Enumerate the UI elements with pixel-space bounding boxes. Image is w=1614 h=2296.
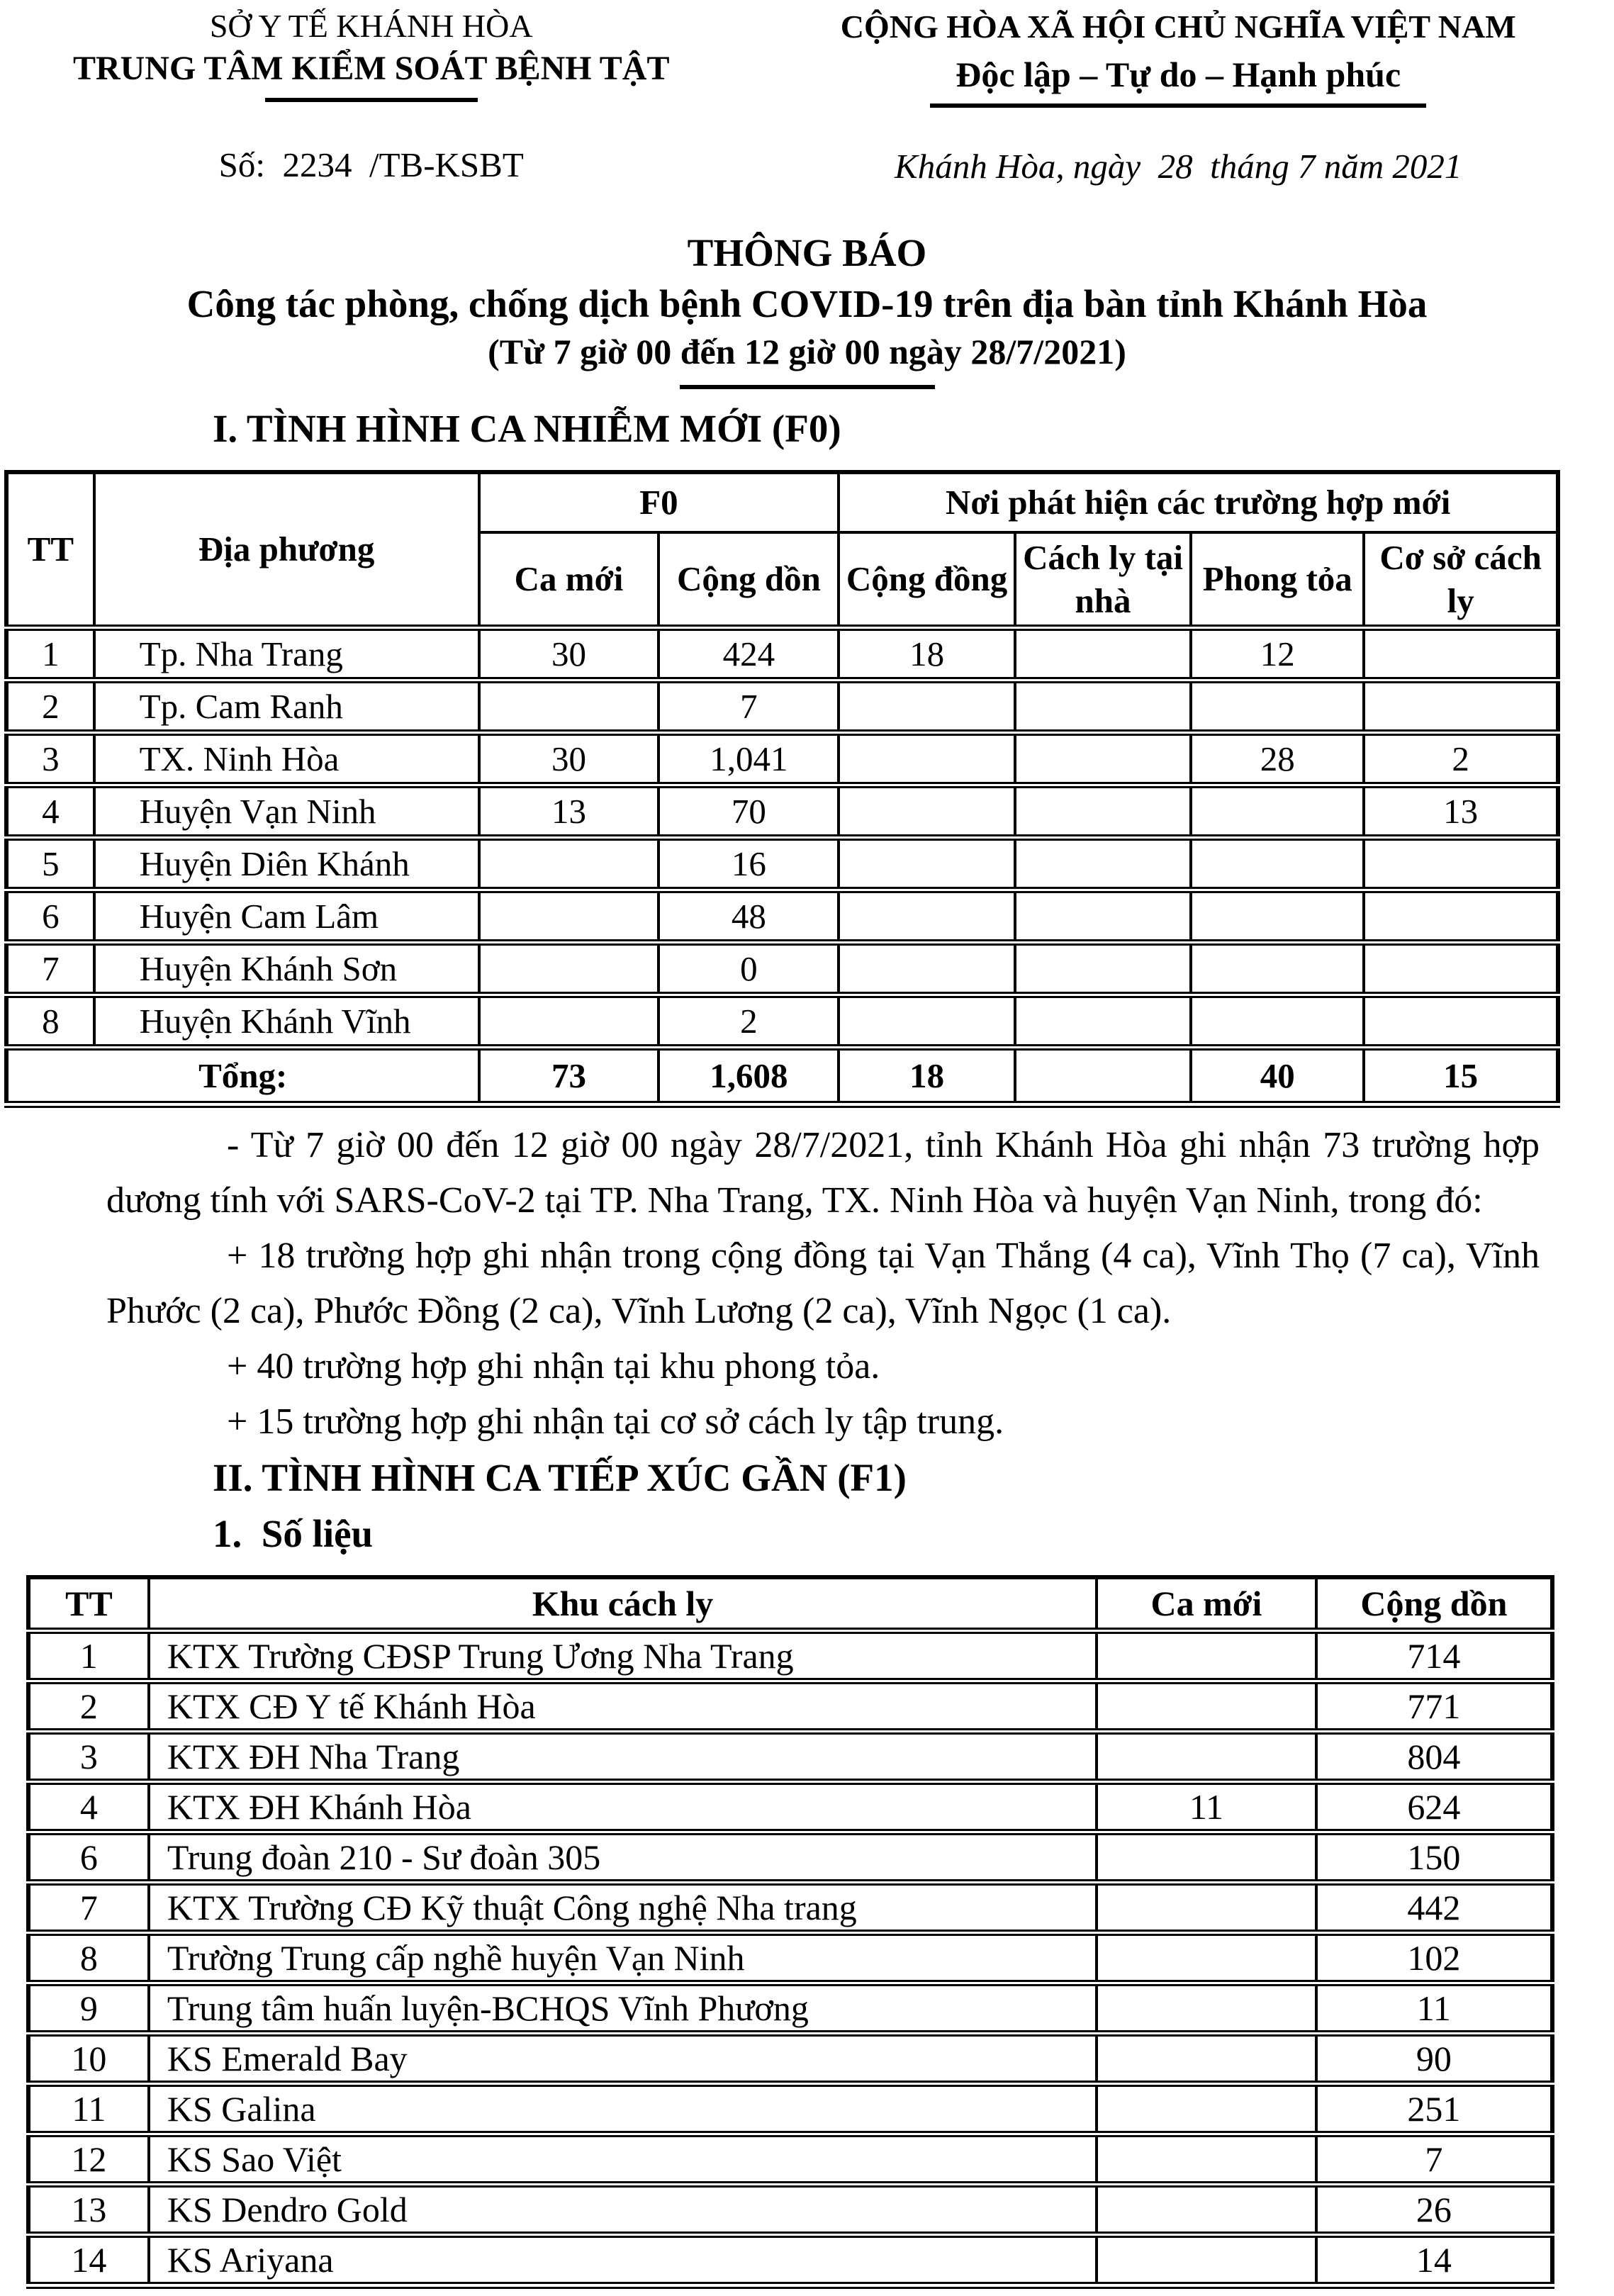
col-header-f0: F0	[479, 472, 839, 532]
cell-zone: KS Sao Việt	[149, 2134, 1097, 2185]
cell-new-cases	[1097, 1883, 1316, 1933]
cell-cumulative: 771	[1316, 1681, 1552, 1732]
cell-cumulative: 0	[659, 943, 839, 995]
col-header-tt: TT	[6, 472, 94, 628]
cell-cumulative: 624	[1316, 1782, 1552, 1832]
f0-table	[4, 470, 1560, 1108]
cell-facility	[1364, 838, 1558, 890]
col-header-tt: TT	[28, 1577, 149, 1631]
cell-new-cases	[1097, 1933, 1316, 1983]
document-subtitle: Công tác phòng, chống dịch bệnh COVID-19 trên địa bàn tỉnh Khánh Hòa	[186, 281, 1428, 325]
cell-cumulative: 11	[1316, 1983, 1552, 2034]
cell-cumulative: 48	[659, 890, 839, 943]
table-row	[28, 1732, 1552, 1782]
cell-lockdown	[1191, 681, 1364, 733]
cell-area: Huyện Vạn Ninh	[94, 785, 479, 838]
paragraph-overview: - Từ 7 giờ 00 đến 12 giờ 00 ngày 28/7/2021, tỉnh Khánh Hòa ghi nhận 73 trường hợp dương tính với SARS-CoV-2 tại TP. Nha Trang, TX. Ninh Hòa và huyện Vạn Ninh, trong đó:	[106, 1124, 1540, 1221]
document-header	[0, 6, 1614, 186]
cell-new-cases	[479, 995, 659, 1048]
cell-new-cases: 11	[1097, 1782, 1316, 1832]
cell-facility	[1364, 890, 1558, 943]
table-row	[28, 1933, 1552, 1983]
cell-tt: 4	[28, 1782, 149, 1832]
cell-new-cases: 13	[479, 785, 659, 838]
cell-new-cases	[1097, 1631, 1316, 1681]
cell-area: Huyện Khánh Sơn	[94, 943, 479, 995]
issuing-agency-block	[0, 6, 742, 186]
col-header-home-quarantine: Cách ly tại nhà	[1015, 532, 1191, 628]
paragraph-community-cases: + 18 trường hợp ghi nhận trong cộng đồng tại Vạn Thắng (4 ca), Vĩnh Thọ (7 ca), Vĩnh Phước (2 ca), Phước Đồng (2 ca), Vĩnh Lương (2 ca), Vĩnh Ngọc (1 ca).	[106, 1235, 1540, 1331]
cell-tt: 8	[28, 1933, 149, 1983]
cell-new-cases	[1097, 1681, 1316, 1732]
cell-new-cases	[1097, 2034, 1316, 2084]
cell-home-quarantine	[1015, 995, 1191, 1048]
cell-lockdown: 28	[1191, 733, 1364, 785]
cell-cumulative: 26	[1316, 2185, 1552, 2235]
table-row	[28, 2134, 1552, 2185]
cell-new-cases: 30	[479, 628, 659, 681]
section1-heading: I. TÌNH HÌNH CA NHIỄM MỚI (F0)	[213, 407, 841, 451]
col-header-lockdown: Phong tỏa	[1191, 532, 1364, 628]
cell-zone: Trung đoàn 210 - Sư đoàn 305	[149, 1832, 1097, 1883]
table-row	[28, 2235, 1552, 2285]
total-facility: 15	[1364, 1048, 1558, 1104]
cell-area: Huyện Khánh Vĩnh	[94, 995, 479, 1048]
cell-cumulative: 70	[659, 785, 839, 838]
table-row	[6, 628, 1558, 681]
cell-facility: 2	[1364, 733, 1558, 785]
cell-new-cases	[479, 681, 659, 733]
cell-tt: 6	[28, 1832, 149, 1883]
f1-table	[26, 1575, 1554, 2289]
cell-community	[839, 681, 1014, 733]
cell-tt: 6	[6, 890, 94, 943]
cell-zone: KTX CĐ Y tế Khánh Hòa	[149, 1681, 1097, 1732]
cell-tt: 4	[6, 785, 94, 838]
cell-zone: KS Emerald Bay	[149, 2034, 1097, 2084]
cell-home-quarantine	[1015, 628, 1191, 681]
total-label: Tổng:	[6, 1048, 479, 1104]
cell-cumulative: 14	[1316, 2235, 1552, 2285]
cell-cumulative: 251	[1316, 2084, 1552, 2134]
document-title: THÔNG BÁO	[687, 231, 927, 275]
col-header-zone: Khu cách ly	[149, 1577, 1097, 1631]
table-row	[6, 995, 1558, 1048]
cell-lockdown	[1191, 943, 1364, 995]
agency-parent-name: SỞ Y TẾ KHÁNH HÒA	[209, 8, 533, 44]
cell-tt: 14	[28, 2235, 149, 2285]
cell-area: Tp. Nha Trang	[94, 628, 479, 681]
paragraph-facility-cases: + 15 trường hợp ghi nhận tại cơ sở cách ly tập trung.	[227, 1401, 1004, 1442]
cell-zone: KTX ĐH Nha Trang	[149, 1732, 1097, 1782]
cell-tt: 9	[28, 1983, 149, 2034]
cell-new-cases	[1097, 2084, 1316, 2134]
cell-lockdown	[1191, 890, 1364, 943]
section2-subheading: 1. Số liệu	[213, 1512, 374, 1556]
paragraph-lockdown-cases: + 40 trường hợp ghi nhận tại khu phong tỏa.	[227, 1345, 880, 1387]
col-header-cumulative: Cộng dồn	[659, 532, 839, 628]
cell-new-cases	[1097, 1732, 1316, 1782]
cell-tt: 5	[6, 838, 94, 890]
cell-zone: KTX Trường CĐSP Trung Ương Nha Trang	[149, 1631, 1097, 1681]
cell-home-quarantine	[1015, 943, 1191, 995]
cell-cumulative: 442	[1316, 1883, 1552, 1933]
cell-tt: 10	[28, 2034, 149, 2084]
table-row	[6, 890, 1558, 943]
summary-paragraphs	[106, 1118, 1540, 1450]
cell-zone: Trung tâm huấn luyện-BCHQS Vĩnh Phương	[149, 1983, 1097, 2034]
cell-zone: KS Dendro Gold	[149, 2185, 1097, 2235]
cell-facility	[1364, 995, 1558, 1048]
col-header-new-cases: Ca mới	[479, 532, 659, 628]
cell-new-cases	[1097, 2235, 1316, 2285]
cell-area: TX. Ninh Hòa	[94, 733, 479, 785]
cell-new-cases	[479, 838, 659, 890]
col-header-facility: Cơ sở cách ly	[1364, 532, 1558, 628]
f0-table-header-row1	[6, 472, 1558, 532]
national-motto-block	[742, 6, 1614, 186]
cell-home-quarantine	[1015, 890, 1191, 943]
cell-cumulative: 90	[1316, 2034, 1552, 2084]
document-time-range: (Từ 7 giờ 00 đến 12 giờ 00 ngày 28/7/2021)	[488, 332, 1126, 372]
cell-lockdown: 12	[1191, 628, 1364, 681]
cell-home-quarantine	[1015, 785, 1191, 838]
total-cumulative: 1,608	[659, 1048, 839, 1104]
table-row	[28, 1631, 1552, 1681]
cell-home-quarantine	[1015, 681, 1191, 733]
national-title: CỘNG HÒA XÃ HỘI CHỦ NGHĨA VIỆT NAM	[840, 9, 1516, 45]
cell-lockdown	[1191, 995, 1364, 1048]
cell-zone: KS Ariyana	[149, 2235, 1097, 2285]
agency-underline	[265, 98, 478, 102]
cell-tt: 1	[28, 1631, 149, 1681]
cell-community	[839, 943, 1014, 995]
total-lockdown: 40	[1191, 1048, 1364, 1104]
cell-tt: 7	[28, 1883, 149, 1933]
table-row	[28, 2034, 1552, 2084]
cell-tt: 7	[6, 943, 94, 995]
cell-zone: KS Galina	[149, 2084, 1097, 2134]
cell-tt: 8	[6, 995, 94, 1048]
table-row	[6, 785, 1558, 838]
cell-cumulative: 102	[1316, 1933, 1552, 1983]
table-row	[6, 733, 1558, 785]
national-motto: Độc lập – Tự do – Hạnh phúc	[955, 54, 1401, 94]
cell-zone: KTX ĐH Khánh Hòa	[149, 1782, 1097, 1832]
cell-area: Huyện Diên Khánh	[94, 838, 479, 890]
cell-facility	[1364, 681, 1558, 733]
cell-zone: KTX Trường CĐ Kỹ thuật Công nghệ Nha trang	[149, 1883, 1097, 1933]
place-date-line: Khánh Hòa, ngày 28 tháng 7 năm 2021	[895, 147, 1462, 186]
cell-community	[839, 785, 1014, 838]
total-home-quarantine	[1015, 1048, 1191, 1104]
f1-table-header-row	[28, 1577, 1552, 1631]
cell-new-cases	[1097, 2134, 1316, 2185]
cell-tt: 13	[28, 2185, 149, 2235]
cell-new-cases	[1097, 1983, 1316, 2034]
table-row	[28, 2084, 1552, 2134]
cell-new-cases	[479, 890, 659, 943]
table-row	[28, 1983, 1552, 2034]
table-row	[6, 838, 1558, 890]
agency-name: TRUNG TÂM KIỂM SOÁT BỆNH TẬT	[72, 49, 670, 87]
cell-home-quarantine	[1015, 733, 1191, 785]
cell-cumulative: 2	[659, 995, 839, 1048]
cell-community	[839, 890, 1014, 943]
cell-cumulative: 1,041	[659, 733, 839, 785]
cell-zone: Trường Trung cấp nghề huyện Vạn Ninh	[149, 1933, 1097, 1983]
cell-community	[839, 733, 1014, 785]
cell-new-cases	[1097, 2185, 1316, 2235]
cell-new-cases	[479, 943, 659, 995]
cell-new-cases	[1097, 1832, 1316, 1883]
document-title-block	[0, 228, 1614, 389]
table-row	[6, 943, 1558, 995]
cell-new-cases: 30	[479, 733, 659, 785]
cell-tt: 2	[6, 681, 94, 733]
cell-home-quarantine	[1015, 838, 1191, 890]
cell-community	[839, 995, 1014, 1048]
cell-community	[839, 838, 1014, 890]
cell-facility	[1364, 943, 1558, 995]
cell-tt: 3	[6, 733, 94, 785]
total-new-cases: 73	[479, 1048, 659, 1104]
cell-community: 18	[839, 628, 1014, 681]
cell-tt: 12	[28, 2134, 149, 2185]
table-row	[28, 1681, 1552, 1732]
col-header-community: Cộng đồng	[839, 532, 1014, 628]
cell-cumulative: 7	[1316, 2134, 1552, 2185]
cell-tt: 2	[28, 1681, 149, 1732]
total-community: 18	[839, 1048, 1014, 1104]
col-header-cumulative: Cộng dồn	[1316, 1577, 1552, 1631]
cell-facility: 13	[1364, 785, 1558, 838]
table-row	[28, 2185, 1552, 2235]
title-underline	[680, 385, 935, 389]
col-header-new-cases: Ca mới	[1097, 1577, 1316, 1631]
cell-tt: 3	[28, 1732, 149, 1782]
cell-tt: 1	[6, 628, 94, 681]
col-header-area: Địa phương	[94, 472, 479, 628]
f0-total-row	[6, 1048, 1558, 1104]
cell-cumulative: 7	[659, 681, 839, 733]
cell-area: Huyện Cam Lâm	[94, 890, 479, 943]
document-number: Số: 2234 /TB-KSBT	[218, 145, 524, 184]
cell-cumulative: 16	[659, 838, 839, 890]
table-row	[28, 1883, 1552, 1933]
cell-lockdown	[1191, 838, 1364, 890]
col-header-place: Nơi phát hiện các trường hợp mới	[839, 472, 1558, 532]
motto-underline	[930, 103, 1426, 108]
cell-facility	[1364, 628, 1558, 681]
table-row	[28, 1782, 1552, 1832]
section2-heading: II. TÌNH HÌNH CA TIẾP XÚC GẦN (F1)	[213, 1455, 907, 1499]
cell-area: Tp. Cam Ranh	[94, 681, 479, 733]
cell-cumulative: 714	[1316, 1631, 1552, 1681]
table-row	[6, 681, 1558, 733]
cell-cumulative: 424	[659, 628, 839, 681]
cell-cumulative: 150	[1316, 1832, 1552, 1883]
cell-lockdown	[1191, 785, 1364, 838]
cell-tt: 11	[28, 2084, 149, 2134]
table-row	[28, 1832, 1552, 1883]
cell-cumulative: 804	[1316, 1732, 1552, 1782]
